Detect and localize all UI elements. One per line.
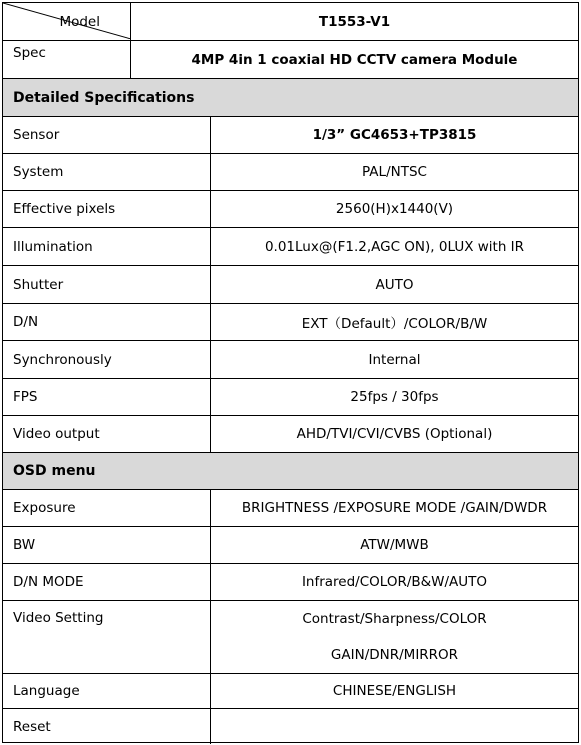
row-value bbox=[211, 601, 578, 673]
spec-row-synchronously bbox=[3, 341, 578, 379]
spec-row-fps bbox=[3, 379, 578, 416]
row-value: BRIGHTNESS /EXPOSURE MODE /GAIN/DWDR bbox=[241, 500, 548, 516]
row-label: Shutter bbox=[3, 266, 211, 303]
row-label: System bbox=[3, 154, 211, 190]
row-label: Video Setting bbox=[3, 601, 211, 673]
spec-row-system bbox=[3, 154, 578, 191]
row-label: Exposure bbox=[3, 490, 211, 526]
row-label: Effective pixels bbox=[3, 191, 211, 227]
spec-row-shutter bbox=[3, 266, 578, 304]
row-label: Sensor bbox=[3, 117, 211, 153]
spec-row bbox=[3, 41, 578, 79]
osd-menu-section-header bbox=[3, 453, 578, 490]
osd-row-bw bbox=[3, 527, 578, 564]
row-value: AUTO bbox=[375, 276, 414, 293]
model-value: T1553-V1 bbox=[318, 13, 391, 30]
spec-row-video-output bbox=[3, 416, 578, 453]
row-value: ATW/MWB bbox=[360, 537, 429, 553]
row-label: FPS bbox=[3, 379, 211, 415]
osd-menu-title: OSD menu bbox=[13, 463, 96, 479]
osd-row-video-setting bbox=[3, 601, 578, 674]
detailed-specs-section-header bbox=[3, 79, 578, 117]
spec-value: 4MP 4in 1 coaxial HD CCTV camera Module bbox=[191, 51, 518, 68]
spec-table bbox=[2, 2, 579, 743]
osd-row-language bbox=[3, 674, 578, 709]
row-label: BW bbox=[3, 527, 211, 563]
row-value: 1/3” GC4653+TP3815 bbox=[312, 127, 477, 143]
row-value: Infrared/COLOR/B&W/AUTO bbox=[301, 574, 488, 590]
row-value: CHINESE/ENGLISH bbox=[332, 683, 457, 699]
row-value-line: Contrast/Sharpness/COLOR bbox=[302, 611, 487, 627]
row-label: Language bbox=[3, 674, 211, 708]
osd-row-reset bbox=[3, 709, 578, 744]
row-value: 0.01Lux@(F1.2,AGC ON), 0LUX with IR bbox=[264, 238, 525, 255]
row-value bbox=[211, 709, 578, 744]
row-label: D/N bbox=[3, 304, 211, 340]
row-label: D/N MODE bbox=[3, 564, 211, 600]
row-value-line: GAIN/DNR/MIRROR bbox=[330, 647, 459, 663]
osd-row-dn-mode bbox=[3, 564, 578, 601]
detailed-specs-title: Detailed Specifications bbox=[13, 89, 195, 106]
spec-row-sensor bbox=[3, 117, 578, 154]
row-value: Internal bbox=[368, 351, 421, 368]
row-label: Synchronously bbox=[3, 341, 211, 378]
row-value: EXT（Default）/COLOR/B/W bbox=[301, 316, 488, 332]
spec-row-illumination bbox=[3, 228, 578, 266]
spec-row-effective-pixels bbox=[3, 191, 578, 228]
model-row bbox=[3, 3, 578, 41]
row-value: PAL/NTSC bbox=[362, 164, 427, 180]
row-value: AHD/TVI/CVI/CVBS (Optional) bbox=[296, 426, 493, 442]
osd-row-exposure bbox=[3, 490, 578, 527]
row-label: Video output bbox=[3, 416, 211, 452]
row-value: 25fps / 30fps bbox=[350, 389, 439, 405]
row-label: Illumination bbox=[3, 228, 211, 265]
row-value: 2560(H)x1440(V) bbox=[335, 201, 454, 217]
row-label: Reset bbox=[3, 709, 211, 744]
model-label: Model bbox=[3, 3, 131, 40]
spec-row-dn bbox=[3, 304, 578, 341]
spec-label: Spec bbox=[3, 41, 131, 78]
